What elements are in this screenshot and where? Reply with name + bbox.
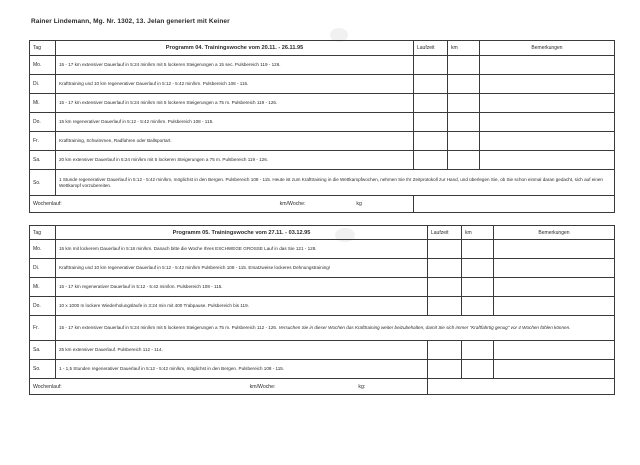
remarks-cell[interactable] <box>494 297 615 316</box>
week2-title: Programm 05. Trainingswoche vom 27.11. - 03.12.95 <box>56 226 428 240</box>
remarks-cell[interactable] <box>494 278 615 297</box>
km-cell[interactable] <box>448 132 480 151</box>
remarks-cell[interactable] <box>494 240 615 259</box>
km-cell[interactable] <box>448 94 480 113</box>
remarks-cell[interactable] <box>480 56 615 75</box>
km-cell[interactable] <box>462 341 494 360</box>
table-row <box>30 316 615 341</box>
remarks-cell[interactable] <box>480 151 615 170</box>
km-week-label: km/Woche: <box>249 383 276 390</box>
runtime-cell[interactable] <box>414 151 448 170</box>
km-cell[interactable] <box>448 113 480 132</box>
day-label: Mo. <box>30 56 56 75</box>
week-footer <box>30 196 615 213</box>
km-cell[interactable] <box>448 56 480 75</box>
col-runtime: Laufzeit <box>414 41 448 56</box>
day-label: Do. <box>30 297 56 316</box>
day-label: Fr. <box>30 132 56 151</box>
runtime-cell[interactable] <box>414 132 448 151</box>
table-row <box>30 132 615 151</box>
col-remarks: Bemerkungen <box>480 41 615 56</box>
training-text: Krafttraining, Schwimmen, Radfahren oder Ballsportart. <box>56 132 414 151</box>
runtime-cell[interactable] <box>428 297 462 316</box>
km-cell[interactable] <box>462 240 494 259</box>
training-text: Krafttraining und 10 km regenerativer Dauerlauf in 5:12 - 5:42 min/km Pulsbereich 108 - 115. Ersatzweise lockeres Dehnungstraining! <box>56 259 428 278</box>
training-main: 15 - 17 km extensiver Dauerlauf in 5:24 min/km mit 5 lockeren Steigerungen a 75 m. Pulsbereich 112 - 126. <box>59 325 278 330</box>
remarks-cell[interactable] <box>480 75 615 94</box>
day-label: Di. <box>30 75 56 94</box>
table-row <box>30 297 615 316</box>
table-row <box>30 170 615 196</box>
weekly-label: Wochenlauf: <box>33 201 62 207</box>
col-day: Tag <box>30 226 56 240</box>
day-label: Di. <box>30 259 56 278</box>
remarks-cell[interactable] <box>480 94 615 113</box>
footer-blank[interactable] <box>428 379 615 395</box>
day-label: So. <box>30 170 56 196</box>
runtime-cell[interactable] <box>428 278 462 297</box>
week1-table <box>29 40 615 213</box>
col-km: km <box>448 41 480 56</box>
training-text: Krafttraining und 10 km regenerativer Dauerlauf in 5:12 - 5:42 min/km. Pulsbereich 108 - 115. <box>56 75 414 94</box>
day-label: Fr. <box>30 316 56 341</box>
remarks-cell[interactable] <box>494 259 615 278</box>
training-text: 25 km extensiver Dauerlauf. Pulsbereich 112 - 114. <box>56 341 428 360</box>
training-text: 15 - 17 km extensiver Dauerlauf in 5:24 min/km mit 5 lockeren Steigerungen a 75 m. Pulsbereich 119 - 126. <box>56 94 414 113</box>
day-label: Mi. <box>30 278 56 297</box>
training-text: 15 km mit lockerem Dauerlauf in 5:18 min/km. Danach bitte die Woche Ihres ESCHWEGE GROSSE Lauf in das Sie 121 - 128. <box>56 240 428 259</box>
day-label: Mo. <box>30 240 56 259</box>
km-cell[interactable] <box>462 297 494 316</box>
runtime-cell[interactable] <box>414 56 448 75</box>
day-label: Sa. <box>30 341 56 360</box>
table-row <box>30 151 615 170</box>
km-week-label: km/Woche: <box>279 201 306 207</box>
col-remarks: Bemerkungen <box>494 226 615 240</box>
km-cell[interactable] <box>462 278 494 297</box>
training-text: 15 km regenerativer Dauerlauf in 5:12 - 5:42 min/km. Pulsbereich 108 - 115. <box>56 113 414 132</box>
runtime-cell[interactable] <box>428 240 462 259</box>
col-day: Tag <box>30 41 56 56</box>
remarks-cell[interactable] <box>494 341 615 360</box>
training-text <box>56 316 615 341</box>
table-row <box>30 278 615 297</box>
remarks-cell[interactable] <box>494 360 615 379</box>
table-row <box>30 113 615 132</box>
training-note: Versuchen Sie in dieser Wochen das Krafttraining weiter beizubehalten, damit Sie sich immer "Kraftfahrtig genug" vor 4 Wochen fühlen können. <box>278 325 571 330</box>
training-text: 15 - 17 km regenerativer Dauerlauf in 5:12 - 5:42 min/km. Pulsbereich 108 - 115. <box>56 278 428 297</box>
runtime-cell[interactable] <box>428 360 462 379</box>
week1-title: Programm 04. Trainingswoche vom 20.11. - 26.11.95 <box>56 41 414 56</box>
col-runtime: Laufzeit <box>428 226 462 240</box>
km-cell[interactable] <box>448 151 480 170</box>
runtime-cell[interactable] <box>414 75 448 94</box>
remarks-cell[interactable] <box>480 113 615 132</box>
table-row <box>30 259 615 278</box>
week2-table <box>29 225 615 395</box>
day-label: So. <box>30 360 56 379</box>
weekly-label: Wochenlauf: <box>33 383 62 390</box>
document-header: Rainer Lindemann, Mg. Nr. 1302, 13. Jelan generiert mit Keiner <box>31 18 230 25</box>
table-row <box>30 56 615 75</box>
day-label: Sa. <box>30 151 56 170</box>
training-text: 1 Stunde regenerativer Dauerlauf in 5:12 - 5:42 min/km, möglichst in den Bergen. Pulsbereich 108 - 115. Heute ist zum Krafttraining in die Wettkampfwochen, nehmen Sie Ihr Zeitprotokoll zur Hand, und überlegen Sie, ob Sie schon einmal daran gedacht, sich auf einen Wettkampf vorzubereiten. <box>56 170 615 196</box>
training-text: 20 km extensiver Dauerlauf in 5:24 min/km mit 5 lockeren Steigerungen a 75 m. Pulsbereich 119 - 126. <box>56 151 414 170</box>
week-footer <box>30 379 615 395</box>
col-km: km <box>462 226 494 240</box>
table-row <box>30 94 615 113</box>
footer-blank[interactable] <box>414 196 615 213</box>
training-text: 1 - 1,5 Stunden regenerativer Dauerlauf in 5:12 - 5:42 min/km, möglichst in den Bergen. Pulsbereich 108 - 115. <box>56 360 428 379</box>
table-row <box>30 75 615 94</box>
training-text: 15 - 17 km extensiver Dauerlauf in 5:24 min/km mit 5 lockeren Steigerungen a 15 sec. Pulsbereich 119 - 126. <box>56 56 414 75</box>
table-row <box>30 341 615 360</box>
kg-label: kg <box>356 201 362 207</box>
table-row <box>30 240 615 259</box>
remarks-cell[interactable] <box>480 132 615 151</box>
runtime-cell[interactable] <box>428 259 462 278</box>
km-cell[interactable] <box>462 360 494 379</box>
training-text: 10 x 1000 m lockere Wiederholungsläufe in 3:24 min mit 400 Trabpause. Pulsbereich bis 119. <box>56 297 428 316</box>
day-label: Mi. <box>30 94 56 113</box>
table-row <box>30 360 615 379</box>
runtime-cell[interactable] <box>414 94 448 113</box>
runtime-cell[interactable] <box>414 113 448 132</box>
km-cell[interactable] <box>448 75 480 94</box>
km-cell[interactable] <box>462 259 494 278</box>
kg-label: kg: <box>358 383 366 390</box>
day-label: Do. <box>30 113 56 132</box>
runtime-cell[interactable] <box>428 341 462 360</box>
